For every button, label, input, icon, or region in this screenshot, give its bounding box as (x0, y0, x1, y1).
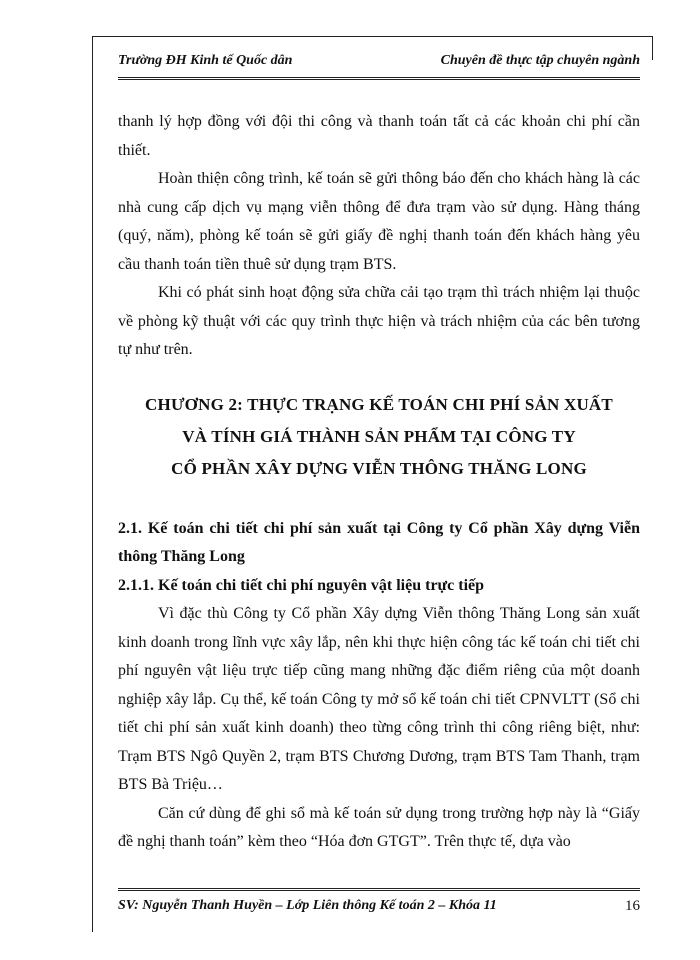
paragraph-materials: Vì đặc thù Công ty Cổ phần Xây dựng Viễn thông Thăng Long sản xuất kinh doanh trong lĩnh vực xây lắp, nên khi thực hiện công tác kế toán chi tiết chi phí nguyên vật liệu trực tiếp cũng mang những đặc điểm riêng của một doanh nghiệp xây lắp. Cụ thể, kế toán Công ty mở sổ kế toán chi tiết CPNVLTT (Sổ chi tiết chi phí sản xuất kinh doanh) theo từng công trình thi công riêng biệt, như: Trạm BTS Ngô Quyền 2, trạm BTS Chương Dương, trạm BTS Tam Thanh, trạm BTS Bà Triệu… (118, 605, 640, 793)
chapter-title-line-2: VÀ TÍNH GIÁ THÀNH SẢN PHẨM TẠI CÔNG TY (182, 426, 576, 446)
chapter-title-line-1: CHƯƠNG 2: THỰC TRẠNG KẾ TOÁN CHI PHÍ SẢN XUẤT (145, 394, 613, 414)
paragraph-completion: Hoàn thiện công trình, kế toán sẽ gửi thông báo đến cho khách hàng là các nhà cung cấp dịch vụ mạng viễn thông để đưa trạm vào sử dụng. Hàng tháng (quý, năm), phòng kế toán sẽ gửi giấy đề nghị thanh toán đến khách hàng yêu cầu thanh toán tiền thuê sử dụng trạm BTS. (118, 170, 640, 273)
section-heading-2-1-1: 2.1.1. Kế toán chi tiết chi phí nguyên vật liệu trực tiếp (118, 576, 485, 594)
header-divider (118, 77, 640, 80)
paragraph-repair: Khi có phát sinh hoạt động sửa chữa cải tạo trạm thì trách nhiệm lại thuộc về phòng kỹ thuật với các quy trình thực hiện và trách nhiệm của các bên tương tự như trên. (118, 284, 640, 358)
footer-divider (118, 888, 640, 891)
page-border-top (92, 36, 652, 37)
header-school: Trường ĐH Kinh tế Quốc dân (118, 53, 293, 68)
page-border-right (652, 36, 653, 60)
chapter-title (118, 389, 640, 485)
chapter-title-line-3: CỔ PHẦN XÂY DỰNG VIỄN THÔNG THĂNG LONG (171, 458, 587, 478)
footer-student-info: SV: Nguyễn Thanh Huyền – Lớp Liên thông Kế toán 2 – Khóa 11 (118, 898, 497, 913)
section-heading-2-1: 2.1. Kế toán chi tiết chi phí sản xuất tại Công ty Cổ phần Xây dựng Viễn thông Thăng Long (118, 519, 640, 565)
paragraph-continuation: thanh lý hợp đồng với đội thi công và thanh toán tất cả các khoản chi phí cần thiết. (118, 113, 640, 159)
paragraph-basis: Căn cứ dùng để ghi sổ mà kế toán sử dụng trong trường hợp này là “Giấy đề nghị thanh toán” kèm theo “Hóa đơn GTGT”. Trên thực tế, dựa vào (118, 804, 640, 850)
page-number: 16 (625, 898, 640, 914)
header-report-title: Chuyên đề thực tập chuyên ngành (440, 53, 640, 68)
document-body (118, 108, 640, 857)
